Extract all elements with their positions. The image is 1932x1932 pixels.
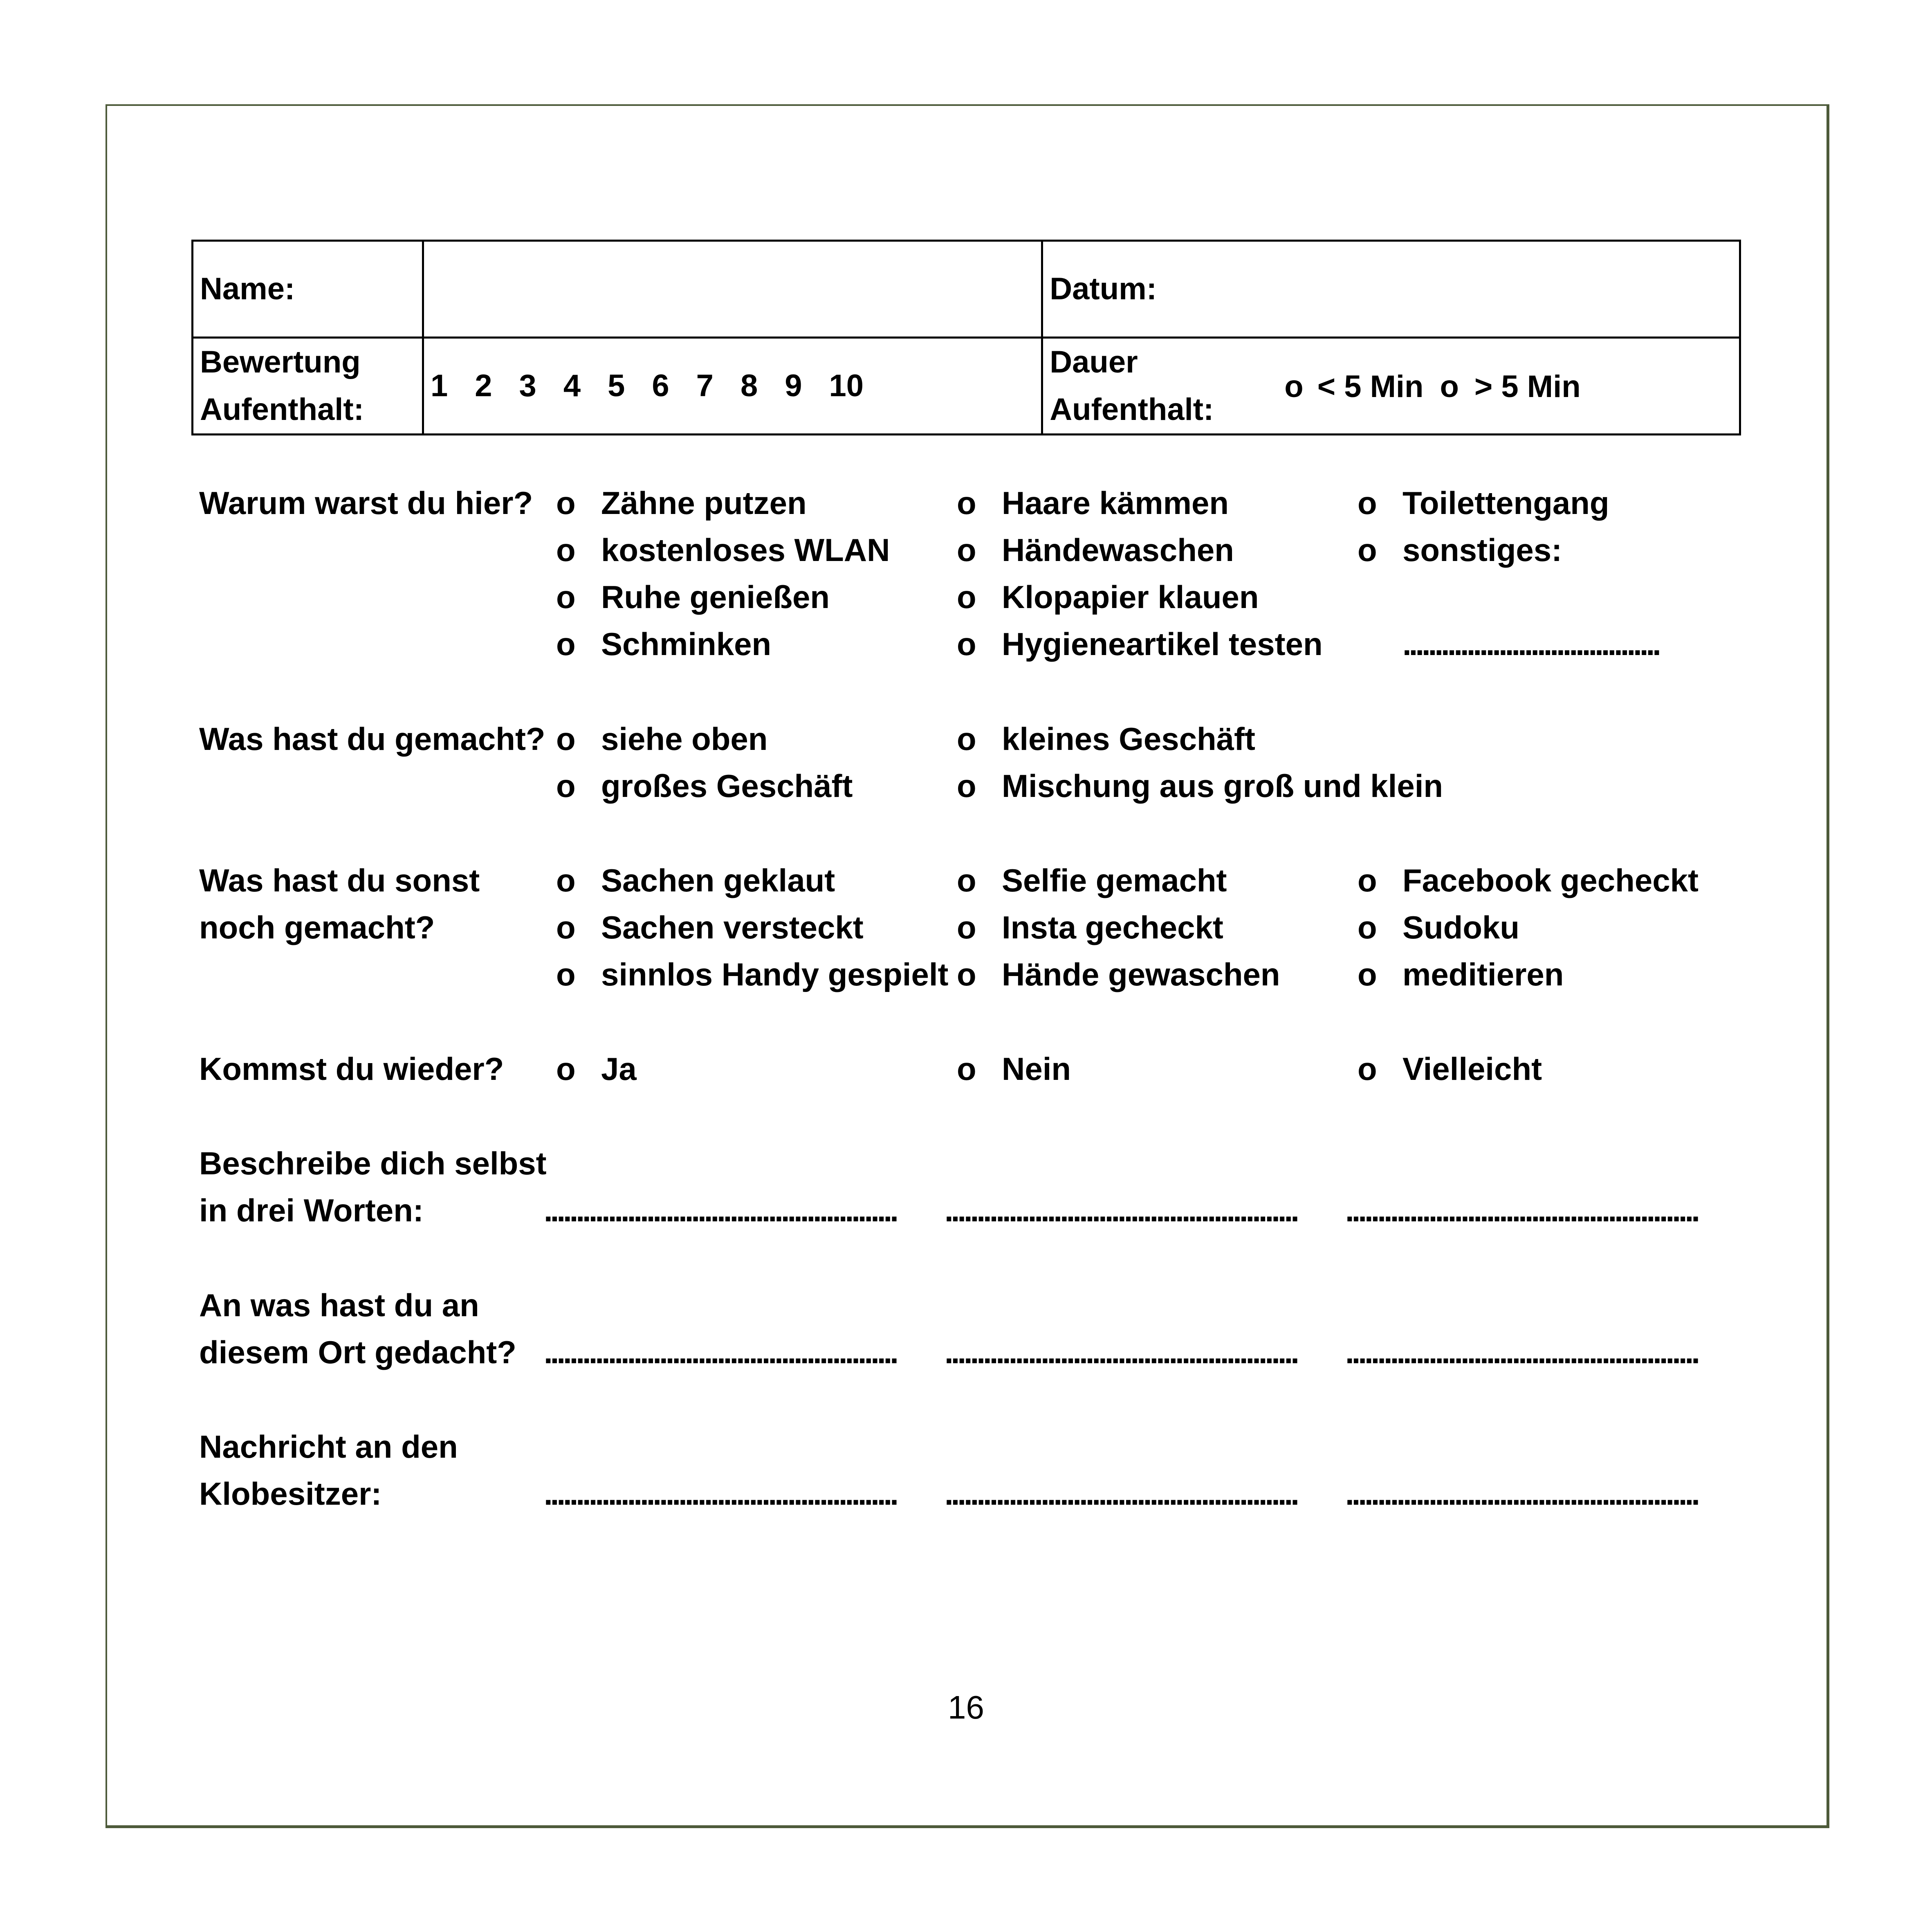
option-label: Selfie gemacht (1002, 862, 1227, 898)
checkbox-bullet: o (957, 1051, 976, 1087)
rating-label (193, 338, 423, 435)
checkbox-bullet: o (957, 485, 976, 521)
rating-option[interactable]: 5 (608, 368, 625, 403)
option-label: Klopapier klauen (1002, 579, 1259, 615)
checkbox-bullet: o (957, 721, 976, 757)
rating-option[interactable]: 4 (563, 368, 581, 403)
rating-option[interactable]: 10 (829, 368, 864, 403)
list-item[interactable] (957, 532, 1234, 569)
checkbox-bullet: o (1358, 485, 1377, 521)
answer-blank[interactable]: ....................................................... (945, 1476, 1297, 1512)
checkbox-bullet[interactable]: o (1440, 369, 1459, 404)
option-label: meditieren (1402, 956, 1564, 992)
checkbox-bullet: o (957, 909, 976, 945)
duration-label-line2: Aufenthalt: (1050, 392, 1214, 427)
list-item[interactable] (957, 626, 1323, 663)
option-label: Händewaschen (1002, 532, 1234, 568)
date-field[interactable] (1042, 241, 1740, 338)
list-item[interactable] (556, 532, 890, 569)
checkbox-bullet: o (957, 956, 976, 992)
name-field[interactable] (423, 241, 1042, 338)
list-item[interactable] (556, 626, 771, 663)
list-item[interactable] (1358, 1050, 1542, 1088)
checkbox-bullet: o (556, 862, 576, 898)
option-label: Hände gewaschen (1002, 956, 1280, 992)
checkbox-bullet: o (957, 532, 976, 568)
answer-blank[interactable]: ....................................................... (544, 1192, 896, 1228)
option-label: kleines Geschäft (1002, 721, 1255, 757)
checkbox-bullet: o (957, 862, 976, 898)
option-label: Sudoku (1402, 909, 1519, 945)
answer-blank[interactable]: ....................................................... (945, 1334, 1297, 1370)
rating-scale (423, 338, 1042, 435)
option-label: Insta gecheckt (1002, 909, 1223, 945)
checkbox-bullet: o (556, 579, 576, 615)
list-item[interactable] (556, 767, 853, 805)
checkbox-bullet: o (556, 485, 576, 521)
rating-option[interactable]: 7 (696, 368, 714, 403)
checkbox-bullet: o (556, 532, 576, 568)
checkbox-bullet: o (1358, 862, 1377, 898)
list-item[interactable] (957, 956, 1280, 993)
checkbox-bullet: o (1358, 956, 1377, 992)
option-label: sonstiges: (1402, 532, 1562, 568)
option-label: sinnlos Handy gespielt (601, 956, 949, 992)
option-label: großes Geschäft (601, 768, 853, 804)
name-label: Name: (193, 241, 423, 338)
list-item[interactable] (556, 956, 949, 993)
option-label: Zähne putzen (601, 485, 807, 521)
duration-option-long[interactable]: > 5 Min (1474, 369, 1581, 404)
list-item[interactable] (556, 862, 835, 899)
answer-blank[interactable]: ....................................................... (1345, 1334, 1698, 1370)
list-item[interactable] (957, 862, 1227, 899)
checkbox-bullet: o (556, 1051, 576, 1087)
list-item[interactable] (1358, 862, 1699, 899)
duration-options (1284, 363, 1580, 411)
option-label: Ruhe genießen (601, 579, 830, 615)
question-message-label-line1: Nachricht an den (199, 1429, 458, 1465)
list-item[interactable] (957, 909, 1223, 946)
header-table (191, 240, 1741, 435)
checkbox-bullet: o (957, 768, 976, 804)
list-item[interactable] (556, 1050, 637, 1088)
option-label: Ja (601, 1051, 637, 1087)
rating-label-line1: Bewertung (200, 345, 361, 379)
question-what-label: Was hast du gemacht? (199, 721, 545, 757)
question-return-label: Kommst du wieder? (199, 1051, 504, 1087)
date-label: Datum: (1050, 272, 1157, 306)
answer-blank[interactable]: ....................................................... (544, 1476, 896, 1512)
option-label: Haare kämmen (1002, 485, 1229, 521)
option-label: siehe oben (601, 721, 768, 757)
option-label: Sachen geklaut (601, 862, 835, 898)
answer-blank[interactable]: ....................................................... (1345, 1476, 1698, 1512)
checkbox-bullet: o (556, 721, 576, 757)
question-thought-label-line1: An was hast du an (199, 1287, 479, 1323)
option-label: Schminken (601, 626, 772, 662)
duration-option-short[interactable]: < 5 Min (1317, 369, 1424, 404)
list-item[interactable] (1358, 532, 1562, 569)
rating-option[interactable]: 8 (740, 368, 758, 403)
list-item[interactable] (556, 485, 807, 522)
question-describe-label-line2: in drei Worten: (199, 1192, 424, 1228)
rating-label-line2: Aufenthalt: (200, 392, 364, 427)
question-else-label-line1: Was hast du sonst (199, 862, 480, 898)
question-message-label-line2: Klobesitzer: (199, 1476, 382, 1512)
checkbox-bullet: o (957, 626, 976, 662)
rating-option[interactable]: 2 (475, 368, 492, 403)
checkbox-bullet[interactable]: o (1284, 369, 1304, 404)
duration-label-line1: Dauer (1050, 345, 1138, 379)
question-thought-label-line2: diesem Ort gedacht? (199, 1334, 516, 1370)
answer-blank[interactable]: ....................................................... (1345, 1192, 1698, 1228)
answer-blank[interactable]: ....................................................... (544, 1334, 896, 1370)
list-item[interactable] (957, 579, 1259, 616)
checkbox-bullet: o (957, 579, 976, 615)
checkbox-bullet: o (556, 909, 576, 945)
option-label: Sachen versteckt (601, 909, 864, 945)
option-label: Facebook gecheckt (1402, 862, 1699, 898)
option-label: kostenloses WLAN (601, 532, 890, 568)
option-label: Nein (1002, 1051, 1071, 1087)
list-item[interactable] (957, 485, 1229, 522)
option-label: Mischung aus groß und klein (1002, 768, 1443, 804)
list-item[interactable] (1358, 956, 1564, 993)
list-item[interactable] (957, 1050, 1071, 1088)
list-item[interactable] (556, 720, 767, 758)
answer-blank[interactable]: ....................................................... (945, 1192, 1297, 1228)
checkbox-bullet: o (556, 956, 576, 992)
option-label: Vielleicht (1402, 1051, 1542, 1087)
list-item[interactable] (957, 767, 1443, 805)
rating-option[interactable]: 6 (652, 368, 669, 403)
other-reason-blank[interactable]: ........................................ (1402, 626, 1659, 662)
rating-option[interactable]: 9 (785, 368, 802, 403)
question-why-label: Warum warst du hier? (199, 485, 533, 521)
rating-option[interactable]: 1 (430, 368, 448, 403)
duration-cell (1042, 338, 1740, 435)
rating-option[interactable]: 3 (519, 368, 536, 403)
list-item[interactable] (957, 720, 1255, 758)
option-label: Toilettengang (1402, 485, 1609, 521)
list-item[interactable] (556, 579, 830, 616)
option-label: Hygieneartikel testen (1002, 626, 1323, 662)
list-item[interactable] (556, 909, 864, 946)
checkbox-bullet: o (556, 768, 576, 804)
question-describe-label-line1: Beschreibe dich selbst (199, 1145, 547, 1181)
list-item[interactable] (1358, 909, 1519, 946)
page-number: 16 (948, 1689, 984, 1726)
list-item[interactable] (1358, 485, 1609, 522)
checkbox-bullet: o (1358, 1051, 1377, 1087)
checkbox-bullet: o (1358, 532, 1377, 568)
checkbox-bullet: o (556, 626, 576, 662)
question-else-label-line2: noch gemacht? (199, 909, 435, 945)
checkbox-bullet: o (1358, 909, 1377, 945)
